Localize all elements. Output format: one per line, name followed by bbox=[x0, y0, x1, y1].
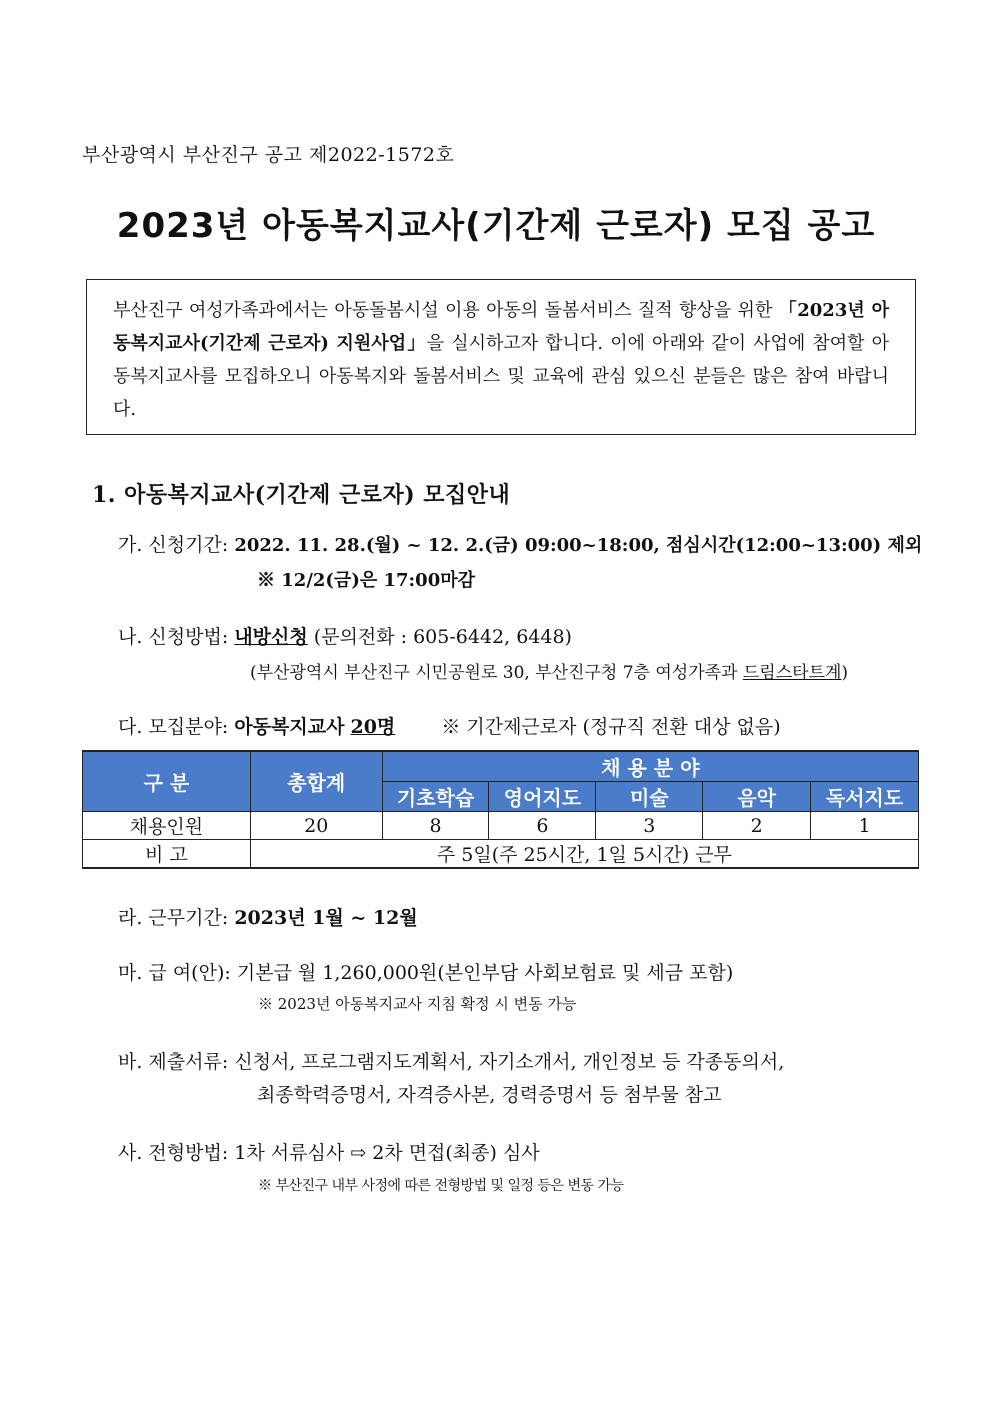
selection-note: ※ 부산진구 내부 사정에 따른 전형방법 및 일정 등은 변동 가능 bbox=[258, 1178, 624, 1194]
field-header: 영어지도 bbox=[489, 782, 596, 812]
apply-method-label: 나. 신청방법: bbox=[118, 626, 229, 648]
row-value: 6 bbox=[489, 812, 596, 840]
contact-phone: (문의전화 : 605-6442, 6448) bbox=[313, 626, 572, 648]
apply-deadline-note bbox=[257, 566, 475, 592]
selection bbox=[118, 1138, 540, 1165]
row-value: 2 bbox=[703, 812, 811, 840]
field-header: 미술 bbox=[596, 782, 703, 812]
row-value: 3 bbox=[596, 812, 703, 840]
row-total: 20 bbox=[250, 812, 382, 840]
apply-period-label: 가. 신청기간: bbox=[118, 534, 229, 556]
salary-value: 기본급 월 1,260,000원(본인부담 사회보험료 및 세금 포함) bbox=[236, 962, 734, 984]
apply-period bbox=[118, 530, 922, 557]
work-period-label: 라. 근무기간: bbox=[118, 907, 229, 929]
field-header: 독서지도 bbox=[811, 782, 919, 812]
apply-period-value: 2022. 11. 28.(월) ~ 12. 2.(금) 09:00~18:00, 점심시간(12:00~13:00) 제외 bbox=[234, 535, 923, 556]
intro-program-name: 「2023년 아동복지교사(기간제 근로자) 지원사업」 bbox=[113, 300, 889, 354]
header-fields: 채 용 분 야 bbox=[382, 751, 918, 782]
address-team: 드림스타트계 bbox=[742, 663, 842, 683]
selection-label: 사. 전형방법: bbox=[118, 1142, 229, 1164]
recruit-field-value: 아동복지교사 bbox=[234, 716, 345, 738]
salary bbox=[118, 958, 733, 985]
salary-label: 마. 급 여(안): bbox=[118, 962, 231, 984]
recruit-field bbox=[118, 712, 781, 739]
page-title: 2023년 아동복지교사(기간제 근로자) 모집 공고 bbox=[116, 206, 876, 246]
intro-text-1: 부산진구 여성가족과에서는 아동돌봄시설 이용 아동의 돌봄서비스 질적 향상을 위한 bbox=[113, 300, 779, 321]
note-label: 비 고 bbox=[83, 840, 251, 869]
apply-method-value: 내방신청 bbox=[234, 626, 308, 648]
field-header: 기초학습 bbox=[382, 782, 489, 812]
work-period-value: 2023년 1월 ~ 12월 bbox=[234, 907, 418, 929]
apply-method bbox=[118, 622, 572, 649]
recruit-count: 20명 bbox=[350, 716, 396, 738]
apply-address bbox=[250, 658, 848, 683]
documents-label: 바. 제출서류: bbox=[118, 1051, 229, 1073]
recruit-field-label: 다. 모집분야: bbox=[118, 716, 229, 738]
work-period bbox=[118, 903, 418, 930]
recruit-table bbox=[82, 750, 919, 869]
notice-number: 부산광역시 부산진구 공고 제2022-1572호 bbox=[82, 144, 455, 166]
header-total: 총합계 bbox=[250, 751, 382, 812]
row-label: 채용인원 bbox=[83, 812, 251, 840]
documents-line-2: 최종학력증명서, 자격증사본, 경력증명서 등 첨부물 참고 bbox=[257, 1084, 722, 1106]
row-value: 1 bbox=[811, 812, 919, 840]
address-text: (부산광역시 부산진구 시민공원로 30, 부산진구청 7층 여성가족과 bbox=[250, 663, 743, 683]
header-division: 구 분 bbox=[83, 751, 251, 812]
salary-note: ※ 2023년 아동복지교사 지침 확정 시 변동 가능 bbox=[258, 995, 577, 1013]
apply-deadline-text: ※ 12/2(금)은 17:00마감 bbox=[257, 570, 476, 591]
address-close: ) bbox=[841, 663, 849, 683]
row-value: 8 bbox=[382, 812, 489, 840]
intro-box bbox=[86, 279, 916, 435]
table-row bbox=[83, 840, 919, 869]
section-heading: 1. 아동복지교사(기간제 근로자) 모집안내 bbox=[92, 482, 511, 508]
documents bbox=[118, 1047, 784, 1074]
intro-text-2: 을 실시하고자 합니다. 이에 아래와 같이 사업에 참여할 아동복지교사를 모집하오니 아동복지와 돌봄서비스 및 교육에 관심 있으신 분들은 많은 참여 바랍니다. bbox=[113, 333, 889, 420]
table-row bbox=[83, 812, 919, 840]
field-header: 음악 bbox=[703, 782, 811, 812]
documents-line-1: 신청서, 프로그램지도계획서, 자기소개서, 개인정보 등 각종동의서, bbox=[234, 1051, 785, 1073]
note-value: 주 5일(주 25시간, 1일 5시간) 근무 bbox=[250, 840, 918, 869]
recruit-note: ※ 기간제근로자 (정규직 전환 대상 없음) bbox=[441, 716, 781, 738]
selection-value: 1차 서류심사 ⇨ 2차 면접(최종) 심사 bbox=[234, 1142, 540, 1164]
